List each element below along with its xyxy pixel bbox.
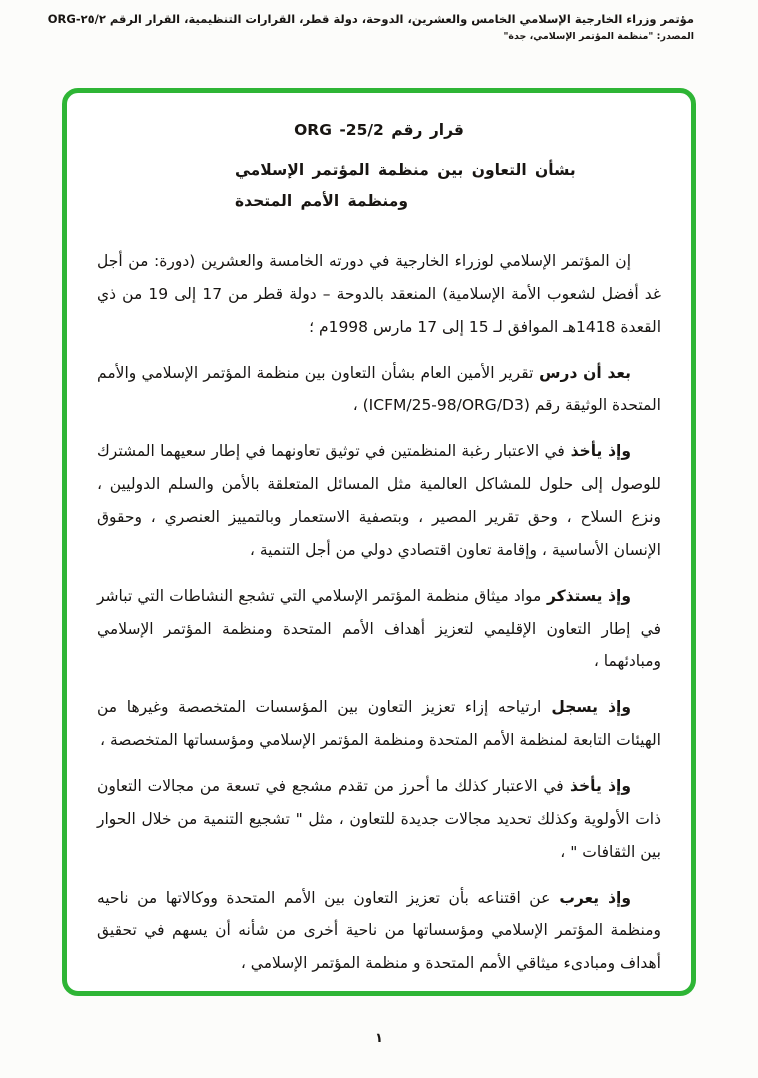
- paragraph-lead: وإذ يستذكر: [541, 586, 631, 605]
- paragraph-lead: وإذ يسجل: [541, 698, 631, 717]
- resolution-paragraph: وإذ يأخذ في الاعتبار كذلك ما أحرز من تقدم مشجع في تسعة من مجالات التعاون ذات الأولوية وكذلك تحديد مجالات جديدة للتعاون ، مثل " تشجيع التنمية من خلال الحوار بين الثقافات " ،: [97, 777, 661, 861]
- resolution-paragraph: وإذ يستذكر مواد ميثاق منظمة المؤتمر الإسلامي التي تشجع النشاطات التي تباشر في إطار التعاون الإقليمي لتعزيز أهداف الأمم المتحدة ومنظمة المؤتمر الإسلامي ومبادئهما ،: [97, 586, 661, 671]
- paragraph-lead: بعد أن درس: [533, 363, 631, 382]
- page-number: ١: [375, 1031, 383, 1046]
- header-source: المصدر: "منظمة المؤتمر الإسلامي، جدة": [503, 31, 694, 43]
- resolution-paragraph: بعد أن درس تقرير الأمين العام بشأن التعاون بين منظمة المؤتمر الإسلامي والأمم المتحدة الوثيقة رقم (⁦ICFM/25-98/ORG/D3⁩) ،: [97, 363, 661, 415]
- resolution-subject-line1: بشأن التعاون بين منظمة المؤتمر الإسلامي: [235, 161, 576, 179]
- resolution-body: [97, 245, 661, 980]
- resolution-frame: [62, 88, 696, 996]
- resolution-paragraph: وإذ يأخذ في الاعتبار رغبة المنظمتين في توثيق تعاونهما في إطار سعيهما المشترك للوصول إلى حلول للمشاكل العالمية مثل المسائل المتعلقة بالأمن والسلم الدوليين ، ونزع السلاح ، وحق تقرير المصير ، وبتصفية الاستعمار وبالتمييز العنصري ، وحقوق الإنسان الأساسية ، وإقامة تعاون اقتصادي دولي من أجل التنمية ،: [97, 442, 661, 559]
- resolution-title-block: [97, 121, 661, 217]
- resolution-subject: [97, 155, 661, 217]
- resolution-number-line: قرار رقم 25/2- ORG: [294, 121, 464, 139]
- page-footer: [0, 1031, 758, 1046]
- resolution-subject-line2: ومنظمة الأمم المتحدة: [235, 192, 408, 210]
- header-citation: مؤتمر وزراء الخارجية الإسلامي الخامس والعشرين، الدوحة، دولة قطر، القرارات التنظيمية، القرار الرقم ٢٥/٢-ORG: [47, 12, 694, 26]
- resolution-paragraph: وإذ يسجل ارتياحه إزاء تعزيز التعاون بين المؤسسات المتخصصة وغيرها من الهيئات التابعة لمنظمة الأمم المتحدة ومنظمة المؤتمر الإسلامي ومؤسساتها المتخصصة ،: [97, 698, 661, 750]
- resolution-paragraph: وإذ يعرب عن اقتناعه بأن تعزيز التعاون بين الأمم المتحدة ووكالاتها من ناحيه ومنظمة المؤتمر الإسلامي ومؤسساتها من ناحية أخرى من شأنه أن يسهم في تحقيق أهداف ومبادىء ميثاقي الأمم المتحدة و منظمة المؤتمر الإسلامي ،: [97, 888, 661, 973]
- paragraph-lead: وإذ يأخذ: [564, 442, 631, 461]
- resolution-paragraph: إن المؤتمر الإسلامي لوزراء الخارجية في دورته الخامسة والعشرين (دورة: من أجل غد أفضل لشعوب الأمة الإسلامية) المنعقد بالدوحة – دولة قطر من 17 إلى 19 من ذي القعدة 1418هـ الموافق لـ 15 إلى 17 مارس 1998م ؛: [97, 252, 661, 336]
- paragraph-lead: وإذ يأخذ: [563, 777, 631, 796]
- document-header: [0, 0, 758, 42]
- paragraph-lead: وإذ يعرب: [550, 888, 632, 907]
